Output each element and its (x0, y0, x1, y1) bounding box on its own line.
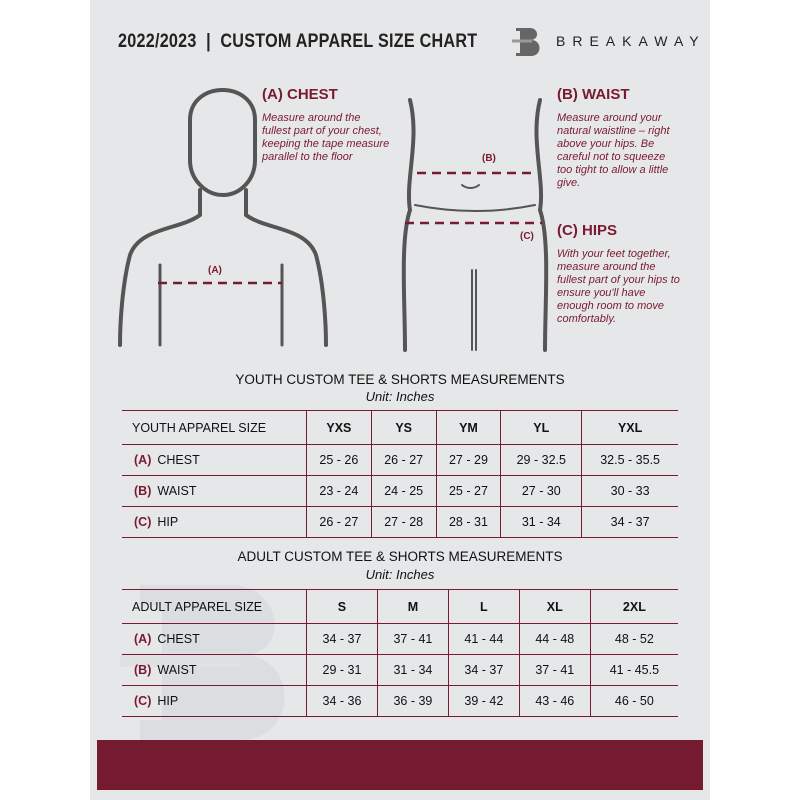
waist-marker: (B) (482, 153, 496, 164)
brand-name: BREAKAWAY (556, 33, 706, 49)
measurement-cell: 25 - 27 (436, 476, 501, 507)
measure-label (122, 476, 307, 507)
measurement-cell: 24 - 25 (371, 476, 436, 507)
measurement-cell: 46 - 50 (590, 686, 678, 717)
size-header: YXS (307, 411, 372, 445)
measurement-cell: 41 - 45.5 (590, 655, 678, 686)
measurement-cell: 37 - 41 (519, 655, 590, 686)
size-header: M (377, 590, 448, 624)
measure-marker: (A) (134, 632, 152, 646)
measurement-cell: 26 - 27 (307, 507, 372, 538)
table-row (122, 507, 678, 538)
measurement-cell: 23 - 24 (307, 476, 372, 507)
measurement-cell: 31 - 34 (501, 507, 582, 538)
table-row (122, 445, 678, 476)
measure-name: HIP (157, 515, 179, 529)
measure-name: WAIST (157, 663, 197, 677)
size-header: S (307, 590, 378, 624)
measurement-cell: 26 - 27 (371, 445, 436, 476)
size-label: ADULT APPAREL SIZE (122, 590, 307, 624)
measure-name: CHEST (157, 453, 200, 467)
measurement-cell: 37 - 41 (377, 624, 448, 655)
measurement-cell: 29 - 31 (307, 655, 378, 686)
measure-marker: (A) (134, 453, 152, 467)
adult-unit: Unit: Inches (365, 567, 435, 582)
measurement-cell: 27 - 30 (501, 476, 582, 507)
size-header: L (448, 590, 519, 624)
measurement-cell: 30 - 33 (582, 476, 678, 507)
adult-size-table (122, 589, 678, 717)
footer-bar (97, 740, 703, 790)
measurement-cell: 32.5 - 35.5 (582, 445, 678, 476)
measurement-cell: 34 - 37 (582, 507, 678, 538)
size-label: YOUTH APPAREL SIZE (122, 411, 307, 445)
youth-table-title: YOUTH CUSTOM TEE & SHORTS MEASUREMENTS (235, 372, 565, 387)
adult-table-title: ADULT CUSTOM TEE & SHORTS MEASUREMENTS (237, 549, 563, 564)
waist-heading: (B) WAIST (557, 86, 630, 103)
table-header-row (122, 411, 678, 445)
measure-label (122, 686, 307, 717)
measure-marker: (C) (134, 515, 152, 529)
measurement-cell: 31 - 34 (377, 655, 448, 686)
measurement-cell: 28 - 31 (436, 507, 501, 538)
measurement-cell: 25 - 26 (307, 445, 372, 476)
hips-marker: (C) (520, 231, 534, 242)
chest-description: Measure around the fullest part of your chest, keeping the tape measure parallel to the floor (262, 112, 390, 163)
table-row (122, 476, 678, 507)
chest-marker: (A) (208, 265, 222, 276)
size-header: 2XL (590, 590, 678, 624)
measure-label (122, 507, 307, 538)
measure-label (122, 624, 307, 655)
size-header: YXL (582, 411, 678, 445)
table-row (122, 655, 678, 686)
table-row (122, 686, 678, 717)
measure-label (122, 655, 307, 686)
youth-size-table (122, 410, 678, 538)
measure-label (122, 445, 307, 476)
measurement-cell: 39 - 42 (448, 686, 519, 717)
measure-name: HIP (157, 694, 179, 708)
measurement-cell: 41 - 44 (448, 624, 519, 655)
size-header: YS (371, 411, 436, 445)
hips-heading: (C) HIPS (557, 222, 617, 239)
measurement-cell: 48 - 52 (590, 624, 678, 655)
measure-name: WAIST (157, 484, 197, 498)
page-title: 2022/2023 | CUSTOM APPAREL SIZE CHART (118, 31, 478, 52)
measure-name: CHEST (157, 632, 200, 646)
size-header: YL (501, 411, 582, 445)
size-header: YM (436, 411, 501, 445)
measurement-cell: 27 - 28 (371, 507, 436, 538)
youth-unit: Unit: Inches (365, 389, 435, 404)
measurement-cell: 36 - 39 (377, 686, 448, 717)
measure-marker: (B) (134, 484, 152, 498)
measurement-cell: 43 - 46 (519, 686, 590, 717)
size-header: XL (519, 590, 590, 624)
chest-heading: (A) CHEST (262, 86, 338, 103)
measurement-cell: 34 - 36 (307, 686, 378, 717)
table-row (122, 624, 678, 655)
measurement-cell: 34 - 37 (448, 655, 519, 686)
hips-description: With your feet together, measure around the fullest part of your hips to ensure you'll have enough room to move comfortably. (557, 248, 680, 325)
measurement-cell: 29 - 32.5 (501, 445, 582, 476)
measurement-cell: 27 - 29 (436, 445, 501, 476)
measurement-cell: 44 - 48 (519, 624, 590, 655)
waist-description: Measure around your natural waistline – right above your hips. Be careful not to squeeze too tight to allow a little give. (557, 112, 670, 189)
table-header-row (122, 590, 678, 624)
measurement-cell: 34 - 37 (307, 624, 378, 655)
measure-marker: (B) (134, 663, 152, 677)
measure-marker: (C) (134, 694, 152, 708)
